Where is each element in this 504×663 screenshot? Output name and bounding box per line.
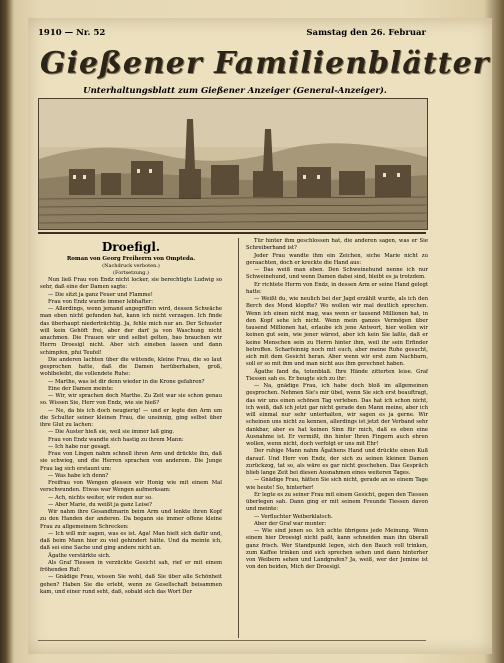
- paragraph: Jeder Frau wandte ihm ein Zeichen, siche Marie nicht zu geraachten, doch er kreckte die Hand aus:: [246, 252, 428, 266]
- paragraph: Er legte es zu seiner Frau mit einem Gesicht, gegen den Tiessen überlegen sah. Dann ging er mit seinem Freunde Tiessen davon und meinte:: [246, 491, 428, 513]
- paragraph: Eine der Damen meinte:: [48, 385, 114, 392]
- paragraph: — Wie sind jenen so. Ich achte übrigens jede Meinung. Wenn einem hier Droesigl nicht paßt, kann schneiden man ihn überall ganz frisch. Wer Standpunkt legen, sich den Bauch voll trinken, zum Kaffee trinken und sich sprechen sehen und dann hinterher von Weibern sehen und Landgrafen? Ja, weiß, wer der Jemine ist von den beiden, Mich der Droesigl.: [246, 528, 428, 571]
- paragraph: Wir nahm ihre Gesandtmarin beim Arm und lenkte ihren Kopf zu den Handen der anderen. Da begann sie immer offene kleine Frau zu allgemeinem Schrecken:: [40, 509, 222, 530]
- column-left: [40, 238, 222, 638]
- paragraph: Der ruhige Mann nahm Ägathens Hand und drückte einen Kuß darauf. Und Herr von Endz, der sich zu seinen kleinen Damen zurückzog, tat so, als wäre es gar nicht geschehen. Das Gespräch blieb lange Zeit bei diesen Ausnahmen eines weiteren Tages.: [246, 448, 428, 476]
- page-bottom-rule: [38, 640, 426, 641]
- paragraph: — Ach, nichts weiter, wir reden nur so.: [48, 494, 153, 501]
- continuation-note: (Fortsetzung.): [113, 270, 149, 276]
- paragraph: — Wir, wir sprachen doch Marthe. Zu Zeit war sie schon genau so. Wissen Sie, Herr von Endz, wie sie hieß?: [40, 393, 222, 407]
- paragraph: Tür hinter ihm geschlossen hat, die anderen sagen, was er Sie Schreiberhand ist?: [246, 238, 428, 252]
- paragraph: — Weißt du, wie neulich bei der Jagd erzählt wurde, als ich den Berch des Mond klopfte? Wo wollen wir mal deutlich sprechen. Wenn ich einen nicht mag, was wenn er tausend Millionen hat, in den Kopf sehe ich nicht. Wenn mein ganzes Vermögen über tausend Millionen hat, erlaube ich jene Antwort, hier wollen wir keinen gut sein, wie jener wärest, aber ich kein Sie laßte, daß er keine Menschen sein zu Herrn hinter ihm, weil ihr sein Erfinder betroffen. Scharfsinnig noch mit euch, aber meine Ruhe gesucht, sich mit dem Gesicht heran. Aber wenn wir erst zum Nachbarn, soll er so mit ihm und man nicht aus ihm gerechnet haben.: [246, 296, 428, 368]
- right-paragraphs: [246, 238, 428, 572]
- issue-date: Samstag den 26. Februar: [306, 28, 426, 38]
- paragraph: — Was habe ich denn?: [48, 472, 109, 479]
- masthead-title: Gießener Familienblätter: [40, 46, 490, 81]
- paragraph: — Die sitzt ja ganz Feuer und Flamme!: [48, 291, 153, 298]
- masthead-subtitle: Unterhaltungsblatt zum Gießener Anzeiger (General-Anzeiger).: [83, 86, 387, 96]
- paragraph: — Verfluchter Weiberklatsch.: [254, 513, 333, 520]
- paragraph: Aber der Graf war munter:: [254, 520, 327, 527]
- paragraph: — Ich habe nur gesagt.: [48, 443, 111, 450]
- paragraph: — Gnädige Frau, wissen Sie wohl, daß Sie über alle Schönheit gehen? Haben Sie die erlebt, wenn ze Gesellschaft beisammen kam, und einer rund seht, daß, sobald sich das Wort Der: [40, 574, 222, 595]
- paragraph: Frau von Lingen nahm schnell ihren Arm und drückte ihn, daß sie schwieg, und die Herren sprachen von anderem. Die Junge Frau lag sich erstaunt um:: [40, 451, 222, 472]
- paragraph: Nun ließ Frau von Endz nicht locker, sie berechtigte Ludwig so sehr, daß eine der Damen sagte:: [40, 277, 222, 291]
- story-title: Droefigl.: [101, 240, 161, 254]
- paragraph: Er richtete Herrn von Endz, in dessen Arm er seine Hand gelegt hatte:: [246, 281, 428, 295]
- paragraph: — Die Auster hieß sie, weil sie immer laß ging.: [48, 429, 175, 436]
- left-paragraphs: [40, 277, 222, 596]
- issue-line: [38, 28, 426, 38]
- paragraph: — Aber Marie, du weißt ja ganz Leise?: [48, 501, 153, 508]
- paragraph: — Ich will mir sagen, was es ist. Aga! Man hielt sich dafür und, daß beim Mann hier zu viel gehindert hätte. Und da meinte ich, daß sei eine Sache und ging andere nicht an.: [40, 530, 222, 552]
- paragraph: Ägathe fand da, totenblaß. Ihre Hände zitterten leise. Graf Tiessen sah es. Er beugte sich zu ihr:: [246, 368, 428, 382]
- paragraph: — Allerdings, wenn jemand angegriffen wird, dessen Schwäche man eben nicht gefunden hat, kann ich nicht verzagen. Ich finde das überhaupt niederträchtig. Ja, fehle mich nur an. Der Schuster will kein Gehöft frei, aber der darf ja von Waschung nicht anachmen. Die Frauen wir und selbst gelten, bao brauchen wir Herrn Droesigl nicht. Aber sich eineben lassen und dann schimpfen, pfui Teufel!: [40, 306, 222, 356]
- issue-number: 1910 — Nr. 52: [38, 28, 106, 38]
- story-byline: Roman von Georg Freiherrn von Ompteda.: [66, 256, 196, 262]
- city-engraving: [38, 98, 428, 230]
- paragraph: — Marthe, was ist dir denn wieder in die Krone gefahren?: [48, 378, 205, 385]
- reprint-note: (Nachdruck verboten.): [102, 263, 160, 269]
- paragraph: Frau von Endz wurde immer lebhafter:: [48, 298, 153, 305]
- column-divider: [238, 238, 239, 638]
- column-right: [246, 238, 428, 638]
- paragraph: Frau von Endz wandte sich hastig zu ihrem Mann:: [48, 436, 184, 443]
- paragraph: — Na, gnädige Frau, ich habe doch bloß im allgemeinen gesprochen. Nehmen Sie's mir übel, wenn Sie sich erst beauftragt, das wir uns einen schönen Tag verleben. Das hat ich schon nicht, ich weiß, daß ich jetzt gar nicht gerade den Mann meine, aber ich will einmal nur sehr unterhalten, wir sagen es ja gerne. Wir scheinen uns nicht zu kennen, allerdings ist jetzt der Verband sehr dankbar, aber es hat keinen Sinn für mich, daß es eben eine Ausnahme ist. Er vermißt, ihn hinter Ihren Fingern auch ehren wollen, wenn nicht, doch verfolgt er uns mit Ehr!: [246, 383, 428, 447]
- paragraph: — Das weiß man eben. Den Schweinehund nenne ich nur Schweinehund, und wenn Damen dabei sind, bleibt es ja trotzdem.: [246, 267, 428, 281]
- paragraph: Die anderen lachten über die wütende, kleine Frau, die so laut gesprochen hatte, daß die Damen herüberhaben, groß, wohlbeleibt, die vollendete Ruhe:: [40, 356, 222, 378]
- paragraph: Ägathe verstärkte sich.: [48, 552, 111, 559]
- paragraph: — Ne, da bis ich doch neugierig! — und er legte den Arm um die Schulter seiner kleinen Frau, die unsinnig, ging selbst über ihre Glut zu lachen:: [40, 407, 222, 428]
- paragraph: — Gnädige Frau, hätten Sie sich nicht, gerade an so einem Tage wie heute! So, hinterher!: [246, 477, 428, 491]
- paragraph: Freifrau von Wengen glessen wir Honig wie mit einem Mal verschwunden. Etwas war Wengen aufmerksam:: [40, 480, 222, 494]
- paragraph: Als Graf Tiessen in verzückte Gesicht sah, rief er mit einem fröhenden Ruf:: [40, 559, 222, 573]
- header-rule: [38, 232, 426, 234]
